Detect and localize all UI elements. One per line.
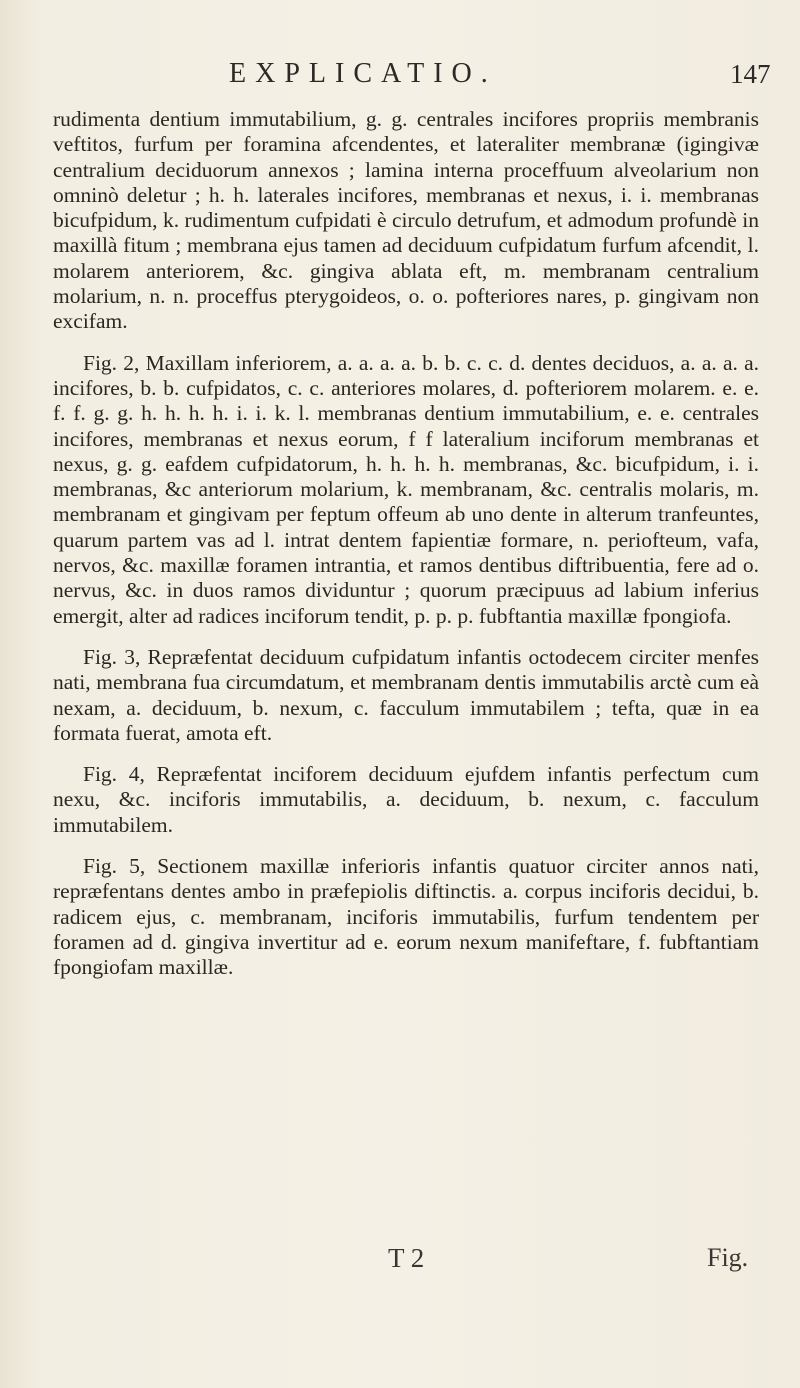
page-header bbox=[0, 58, 800, 98]
paragraph-fig-5: Fig. 5, Sectionem maxillæ inferioris infantis quatuor circiter annos nati, repræfentans dentes ambo in præfepiolis diftinctis. a. corpus inciforis decidui, b. radicem ejus, c. membranam, inciforis immutabilis, furfum tendentem per foramen ad d. gingiva invertitur ad e. eorum nexum manifeftare, f. fubftantiam fpongiofam maxillæ. bbox=[53, 854, 759, 980]
paragraph-fig-2: Fig. 2, Maxillam inferiorem, a. a. a. a. b. b. c. c. d. dentes deciduos, a. a. a. a. incifores, b. b. cufpidatos, c. c. anteriores molares, d. pofteriorem molarem. e. e. f. f. g. g. h. h. h. h. i. i. k. l. membranas dentium immutabilium, e. e. centrales incifores, membranas et nexus eorum, f f lateralium inciforum membranas et nexus, g. g. eafdem cufpidatorum, h. h. h. h. membranas, &c. bicufpidum, i. i. membranas, &c anteriorum molarium, k. membranam, &c. centralis molaris, m. membranam et gingivam per feptum offeum ab uno dente in alterum tranfeuntes, quarum partem vas ad l. intrat dentem fapientiæ formare, n. periofteum, vafa, nervos, &c. maxillæ foramen intrantia, et ramos dentibus diftribuentia, fere ad o. nervus, &c. in duos ramos dividuntur ; quorum præcipuus ad labium inferius emergit, alter ad radices inciforum tendit, p. p. p. fubftantia maxillæ fpongiofa. bbox=[53, 350, 759, 628]
page-number: 147 bbox=[730, 59, 771, 89]
page-footer bbox=[0, 1243, 800, 1283]
signature-mark: T 2 bbox=[388, 1243, 425, 1273]
paragraph-fig-3: Fig. 3, Repræfentat deciduum cufpidatum infantis octodecem circiter menfes nati, membrana fua circumdatum, et membranam dentis immutabilis arctè cum eà nexam, a. deciduum, b. nexum, c. facculum immutabilem ; tefta, quæ in ea formata fuerat, amota eft. bbox=[53, 644, 759, 745]
running-title: EXPLICATIO. bbox=[229, 58, 497, 89]
paragraph-continuation: rudimenta dentium immutabilium, g. g. centrales incifores propriis membranis veftitos, furfum per foramina afcendentes, et lateraliter membranæ (igingivæ centralium deciduorum annexos ; lamina interna proceffuum alveolarium non omninò deletur ; h. h. laterales incifores, membranas et nexus, i. i. membranas bicufpidum, k. rudimentum cufpidati è circulo detrufum, et admodum profundè in maxillà fitum ; membrana ejus tamen ad deciduum cufpidatum furfum afcendit, l. molarem anteriorem, &c. gingiva ablata eft, m. membranam centralium molarium, n. n. proceffus pterygoideos, o. o. pofteriores nares, p. gingivam non excifam. bbox=[53, 107, 759, 334]
body-text bbox=[53, 107, 759, 997]
catchword: Fig. bbox=[707, 1243, 749, 1272]
paragraph-fig-4: Fig. 4, Repræfentat inciforem deciduum ejufdem infantis perfectum cum nexu, &c. inciforis immutabilis, a. deciduum, b. nexum, c. facculum immutabilem. bbox=[53, 762, 759, 837]
